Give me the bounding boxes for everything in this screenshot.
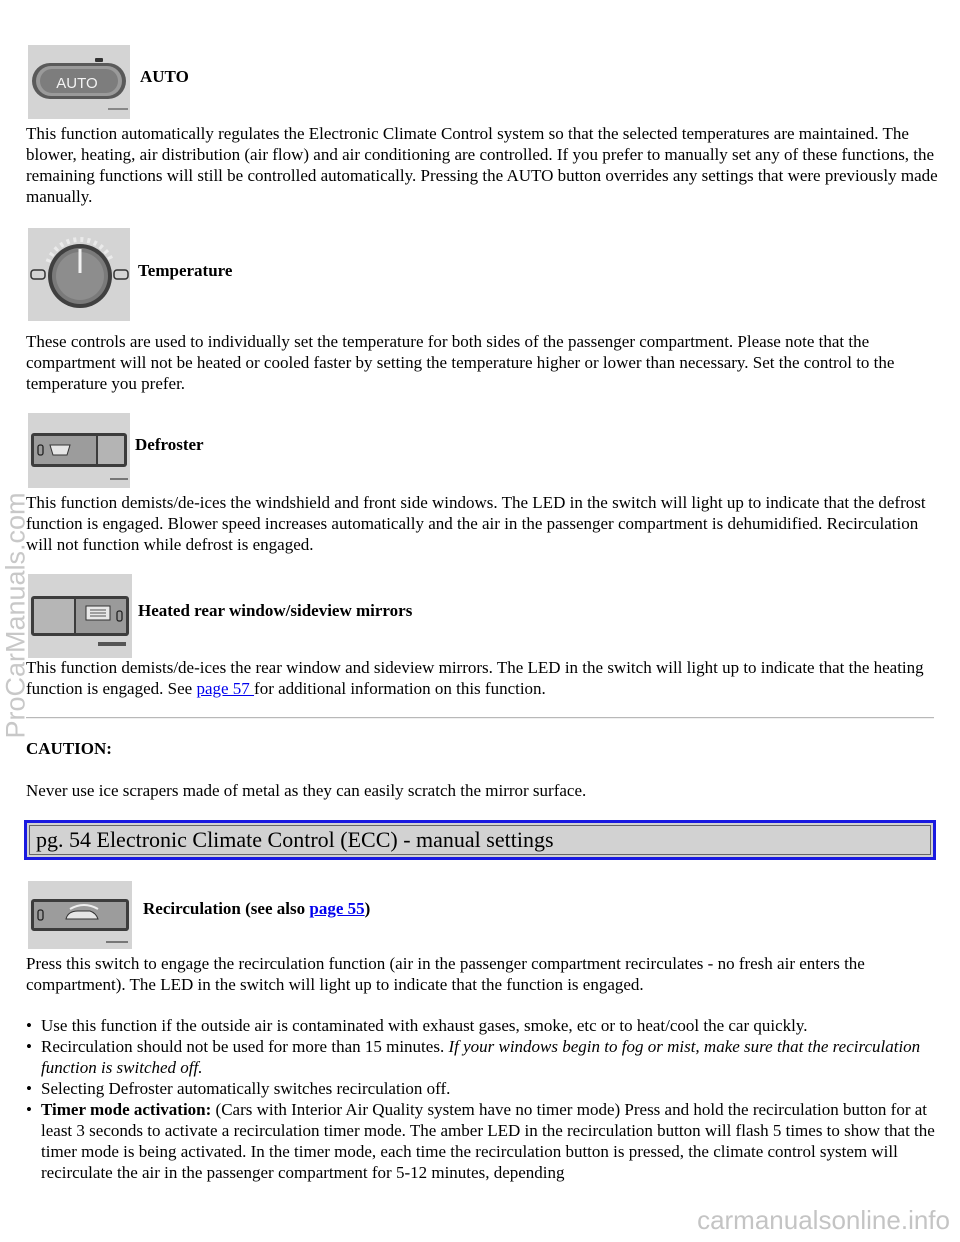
heated-rear-body-text: This function demists/de-ices the rear window and sideview mirrors. The LED in the switch will light up to indicate that the heating function is engaged. See <box>26 658 924 698</box>
section-divider <box>26 717 934 719</box>
page-57-link[interactable]: page 57 <box>196 679 255 698</box>
recirculation-button-icon <box>28 881 132 949</box>
recirculation-body: Press this switch to engage the recirculation function (air in the passenger compartment recirculates - no fresh air enters the compartment). The LED in the switch will light up to indicate that the function is engaged. <box>26 954 865 994</box>
heated-rear-heading: Heated rear window/sideview mirrors <box>138 600 413 620</box>
auto-button-image <box>28 45 130 119</box>
recirculation-button-image <box>28 881 132 949</box>
recirculation-heading-close: ) <box>364 898 371 918</box>
heated-rear-button-icon <box>28 574 132 658</box>
recirculation-heading <box>143 898 370 919</box>
recirculation-heading-text: Recirculation (see also <box>143 898 310 918</box>
heated-rear-body-text-after: for additional information on this function. <box>254 679 546 698</box>
temperature-knob-image <box>28 228 130 321</box>
recirculation-bullet-list <box>26 1015 938 1183</box>
list-item-text: (Cars with Interior Air Quality system have no timer mode) Press and hold the recirculation button for at least 3 seconds to activate a recirculation timer mode. The amber LED in the recirculation button will flash 5 times to show that the timer mode is being activated. In the timer mode, each time the recirculation button is pressed, the climate control system will recirculate the air in the passenger compartment for 5-12 minutes, depending <box>41 1100 935 1182</box>
temperature-body: These controls are used to individually set the temperature for both sides of the passenger compartment. Please note that the compartment will not be heated or cooled faster by setting the temperature higher or lower than necessary. Set the control to the temperature you prefer. <box>26 332 895 393</box>
heated-rear-section-header <box>28 574 412 658</box>
list-item: • Use this function if the outside air is contaminated with exhaust gases, smoke, etc or to heat/cool the car quickly. <box>26 1015 938 1036</box>
auto-button-icon <box>28 45 130 119</box>
list-item-italic: If your windows begin to fog or mist, make sure that the recirculation function is switched off. <box>41 1037 921 1077</box>
temperature-heading: Temperature <box>138 261 233 280</box>
side-watermark-text: ProCarManuals.com <box>0 491 31 739</box>
auto-heading: AUTO <box>140 66 189 86</box>
caution-body: Never use ice scrapers made of metal as they can easily scratch the mirror surface. <box>26 781 587 800</box>
auto-body: This function automatically regulates the Electronic Climate Control system so that the selected temperatures are maintained. The blower, heating, air distribution (air flow) and air conditioning are controlled. If you prefer to manually set any of these functions, the remaining functions will still be controlled automatically. Pressing the AUTO button overrides any settings that were previously made manually. <box>26 124 938 206</box>
temperature-knob-icon <box>28 228 130 321</box>
heated-rear-button-image <box>28 574 132 658</box>
list-item: • Selecting Defroster automatically switches recirculation off. <box>26 1078 938 1099</box>
list-item-bold: Timer mode activation: <box>41 1100 212 1119</box>
defroster-body: This function demists/de-ices the windshield and front side windows. The LED in the switch will light up to indicate that the defrost function is engaged. Blower speed increases automatically and the air in the passenger compartment is dehumidified. Recirculation will not function while defrost is engaged. <box>26 493 926 554</box>
section-banner-title: pg. 54 Electronic Climate Control (ECC) - manual settings <box>29 825 931 855</box>
auto-button-text: AUTO <box>56 75 98 92</box>
defroster-section-header <box>28 413 204 488</box>
defroster-heading: Defroster <box>135 435 204 454</box>
side-watermark <box>0 491 34 739</box>
heated-rear-body <box>26 657 938 699</box>
bottom-watermark: carmanualsonline.info <box>697 1205 950 1235</box>
list-item <box>26 1036 938 1078</box>
caution-heading: CAUTION: <box>26 739 112 758</box>
page-55-link[interactable]: page 55 <box>309 898 365 918</box>
defroster-button-icon <box>28 413 130 488</box>
auto-section-header <box>28 45 189 119</box>
section-banner <box>24 820 936 860</box>
list-item-text: Recirculation should not be used for more than 15 minutes. <box>41 1037 449 1056</box>
temperature-section-header <box>28 228 232 321</box>
defroster-button-image <box>28 413 130 488</box>
list-item <box>26 1099 938 1183</box>
recirculation-section-header <box>28 881 370 949</box>
